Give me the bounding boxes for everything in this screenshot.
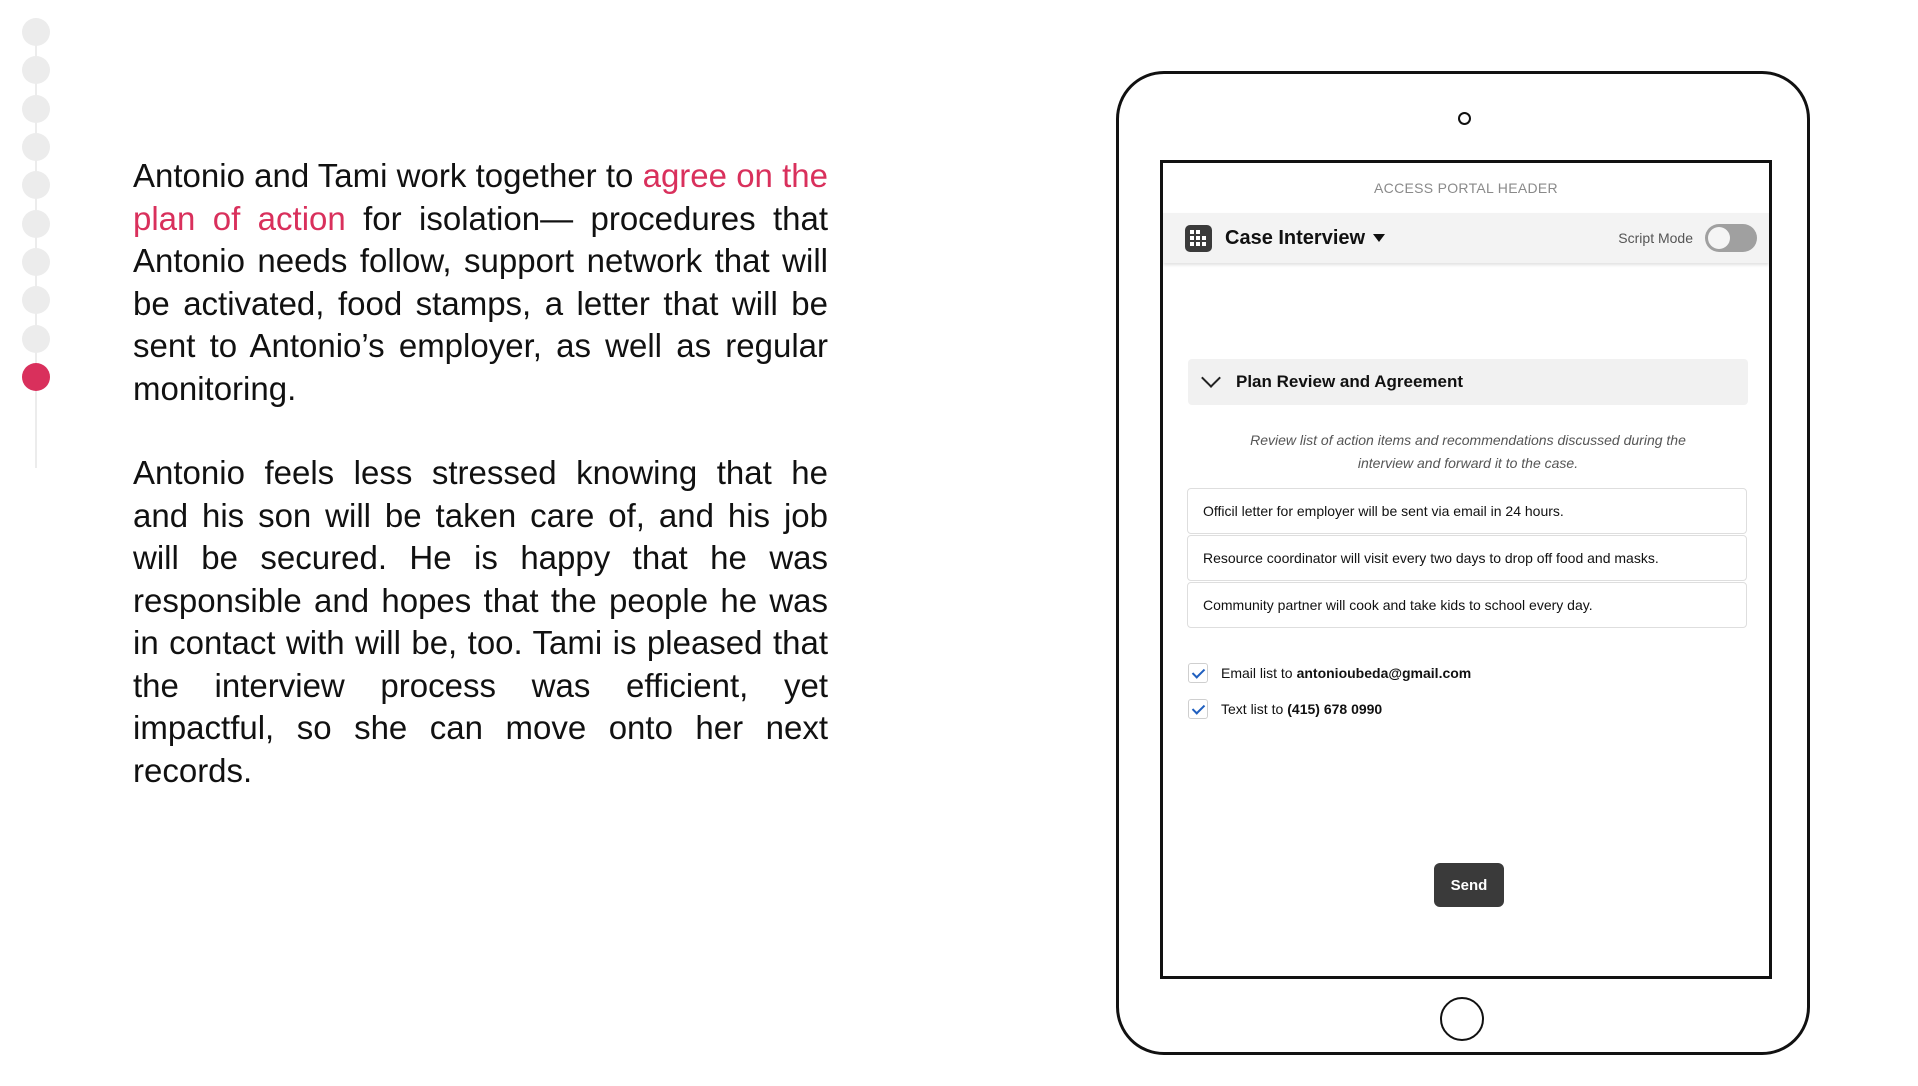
script-mode-toggle[interactable] [1705,224,1757,252]
section-title: Plan Review and Agreement [1236,372,1464,391]
chevron-down-icon [1201,368,1221,388]
case-interview-title[interactable]: Case Interview [1225,226,1366,249]
app-topbar [1163,213,1769,263]
action-item-3[interactable]: Community partner will cook and take kids to school every day. [1187,582,1747,628]
tablet-camera [1458,112,1471,125]
story-p1-end: for isolation— procedures that Antonio needs follow, support network that will be activated, food stamps, a letter that will be sent to Antonio’s employer, as well as regular monitoring. [133,199,829,407]
step-dot-4[interactable] [22,133,50,161]
step-dot-8[interactable] [22,286,50,314]
action-item-1[interactable]: Officil letter for employer will be sent via email in 24 hours. [1187,488,1747,534]
text-option [1188,699,1382,719]
text-checkbox[interactable] [1188,699,1208,719]
email-checkbox[interactable] [1188,663,1208,683]
story-paragraph-1 [133,155,828,410]
story-paragraph-2: Antonio feels less stressed knowing that he and his son will be taken care of, and his job will be secured. He is happy that he was responsible and hopes that the people he was in contact with will be, too. Tami is pleased that the interview process was efficient, yet impactful, so she can move onto her next records. [133,454,828,789]
text-option-label: Text list to [1221,701,1284,717]
step-dot-5[interactable] [22,171,50,199]
story-highlight: agree on the plan of action [133,157,828,237]
step-dot-1[interactable] [22,18,50,46]
step-dot-10-current[interactable] [22,363,50,391]
email-address: antonioubeda@gmail.com [1296,665,1472,681]
tablet-screen [1160,160,1772,979]
action-item-2[interactable]: Resource coordinator will visit every two days to drop off food and masks. [1187,535,1747,581]
toggle-knob [1708,227,1730,249]
story-text [133,155,828,834]
tablet-frame [1116,71,1810,1055]
story-p1-start: Antonio and Tami work together to [133,157,643,194]
section-description: Review list of action items and recommendations discussed during the interview and forward it to the case. [1250,432,1686,471]
script-mode-label: Script Mode [1618,230,1693,246]
step-dot-9[interactable] [22,325,50,353]
building-grid-icon [1185,225,1212,252]
email-option-label: Email list to [1221,665,1293,681]
email-option [1188,663,1471,683]
step-dot-7[interactable] [22,248,50,276]
caret-down-icon[interactable] [1373,234,1385,242]
step-dot-3[interactable] [22,95,50,123]
plan-review-section-header[interactable] [1188,359,1748,405]
phone-number: (415) 678 0990 [1287,701,1383,717]
step-dot-6[interactable] [22,210,50,238]
portal-header: ACCESS PORTAL HEADER [1374,180,1558,196]
home-button[interactable] [1440,997,1484,1041]
send-button[interactable]: Send [1434,863,1504,907]
step-dot-2[interactable] [22,56,50,84]
